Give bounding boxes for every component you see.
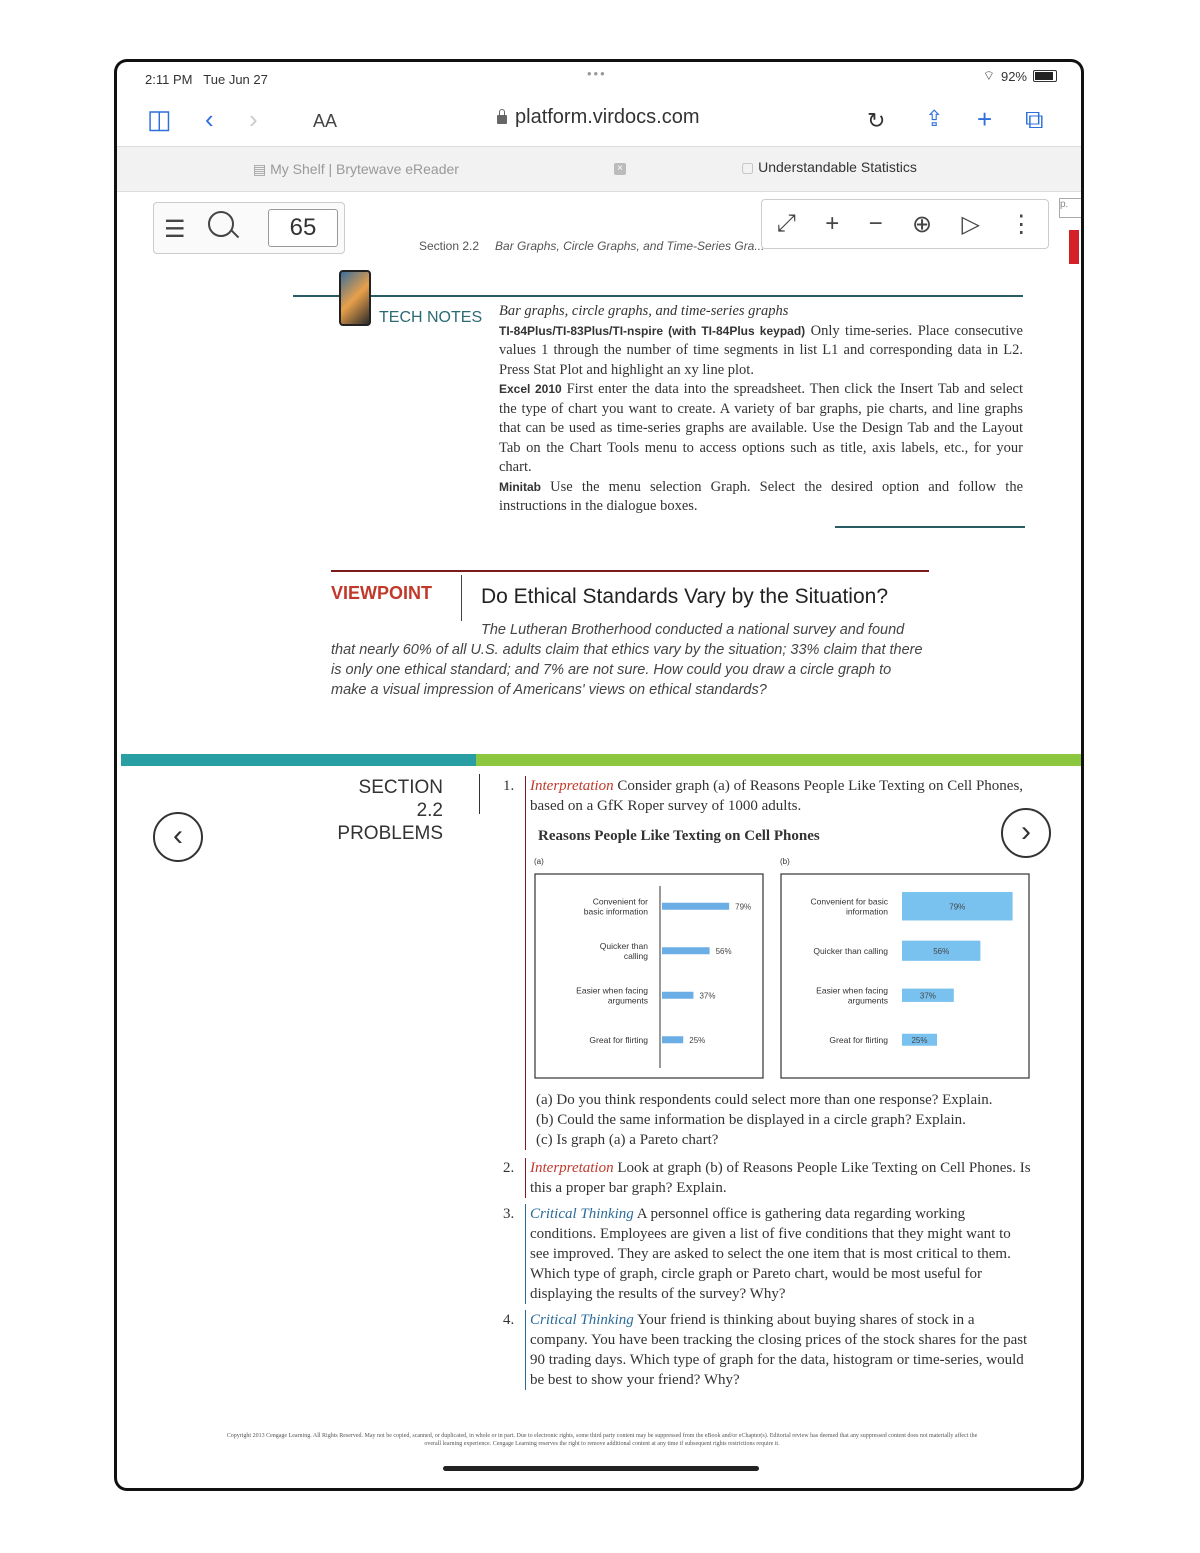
- viewpoint-rule: [331, 570, 929, 572]
- category-label: calling: [623, 950, 648, 961]
- side-panel-tab[interactable]: p.: [1059, 198, 1081, 218]
- address-bar[interactable]: platform.virdocs.com: [497, 106, 700, 129]
- category-label: Convenient for: [592, 896, 648, 907]
- fullscreen-icon[interactable]: ⤢: [776, 210, 796, 237]
- viewpoint-body: The Lutheran Brotherhood conducted a national survey and found that nearly 60% of all U.S. adults claim that ethics vary by the situation; 33% claim that there is only one ethical standard; and 7% are not sure. How could you draw a circle graph to make a visual impression of Americans' views on ethical standards?: [331, 622, 923, 698]
- category-label: information: [845, 906, 888, 917]
- status-bar: [117, 62, 1081, 96]
- category-label: arguments: [607, 995, 648, 1006]
- lock-icon: [497, 115, 507, 124]
- value-label: 79%: [949, 902, 966, 912]
- category-label: Easier when facing: [816, 985, 888, 996]
- copyright-footer: Copyright 2013 Cengage Learning. All Rights Reserved. May not be copied, scanned, or duplicated, in whole or in part. Due to electronic rights, some third party content may be suppressed from the eBook and/or eChapter(s). Editorial review has deemed that any suppressed content does not materially affect the overall learning experience. Cengage Learning reserves the right to remove additional content at any time if subsequent rights restrictions require it.: [226, 1433, 978, 1447]
- tech-notes-ti: TI-84Plus/TI-83Plus/TI-nspire (with TI-84Plus keypad) Only time-series. Place consecutive values 1 through the number of time segments in list L1 and corresponding data in L2. Press Stat Plot and highlight an xy line plot.: [499, 322, 1023, 378]
- value-label: 56%: [933, 946, 950, 956]
- section-label: SECTION 2.2 PROBLEMS: [337, 777, 443, 844]
- page-number-input[interactable]: 65: [268, 209, 338, 247]
- problems-list: [503, 776, 1033, 1396]
- bar-chart-a: [534, 854, 764, 1082]
- category-label: Quicker than calling: [813, 945, 888, 956]
- value-label: 25%: [911, 1035, 928, 1045]
- play-audio-icon[interactable]: ▷: [961, 210, 980, 238]
- menu-icon[interactable]: ☰: [164, 216, 186, 243]
- problem-1: 1. Interpretation Consider graph (a) of Reasons People Like Texting on Cell Phones, based on a GfK Roper survey of 1000 adults. Reasons People Like Texting on Cell Phones (a) Convenient for basic information 79% Quicker than calling 56% Easier when facing arguments 37% Great for flirting 25% (b) Convenient for basic information 79% Quicker than calling 56% Easier when facing arguments 37% Great for flirting 25% (a) Do you think respondents could select more than one response? Explain. (b) Could the same information be displayed in a circle graph? Explain. (c) Is graph (a) a Pareto chart?: [503, 776, 1033, 1150]
- tech-notes-rule: [293, 295, 1023, 297]
- category-label: arguments: [847, 995, 888, 1006]
- value-label: 37%: [919, 991, 936, 1001]
- safari-toolbar: [117, 96, 1081, 146]
- problem-1b: (b) Could the same information be displayed in a circle graph? Explain.: [536, 1112, 966, 1128]
- viewpoint-divider: [461, 575, 462, 621]
- tech-notes-excel: Excel 2010 First enter the data into the spreadsheet. Then click the Insert Tab and select the type of chart you want to create. A variety of bar graphs, pie charts, and line graphs that can be used as time-series graphs are available. Use the Design Tab and the Layout Tab on the Chart Tools menu to access options such as title, axis labels, etc., for your chart.: [499, 381, 1024, 475]
- tab-my-shelf[interactable]: ▤ My Shelf | Brytewave eReader: [253, 161, 459, 177]
- section-band: [121, 754, 1081, 766]
- chart-panel-label: (b): [780, 857, 790, 866]
- zoom-out-icon[interactable]: −: [868, 210, 883, 237]
- section-divider: [479, 774, 480, 814]
- zoom-in-icon[interactable]: +: [825, 210, 840, 237]
- ipad-screen: [117, 62, 1081, 1488]
- bar: [662, 947, 710, 954]
- viewpoint-title: Do Ethical Standards Vary by the Situation?: [481, 585, 889, 608]
- reader-tools-toolbar: [761, 199, 1049, 249]
- problem-1c: (c) Is graph (a) a Pareto chart?: [536, 1132, 719, 1148]
- problem-1-subparts: [536, 1090, 1033, 1150]
- battery-percent: 92%: [1000, 68, 1027, 84]
- tech-notes-minitab: Minitab Use the menu selection Graph. Select the desired option and follow the instructions in the dialogue boxes.: [499, 478, 1023, 514]
- reader-nav-toolbar: [153, 202, 345, 254]
- tech-notes-label: TECH NOTES: [379, 309, 483, 326]
- reader-options-button[interactable]: AA: [313, 111, 338, 131]
- tab-understandable-statistics[interactable]: ▢ Understandable Statistics: [741, 159, 917, 175]
- status-right: [983, 68, 1057, 84]
- problem-1a: (a) Do you think respondents could select more than one response? Explain.: [536, 1092, 993, 1108]
- home-indicator[interactable]: [443, 1466, 759, 1471]
- bookmark-add-icon[interactable]: ⊕: [911, 210, 933, 238]
- bar: [662, 992, 693, 999]
- battery-icon: [1033, 70, 1057, 82]
- chart-panel-label: (a): [534, 857, 544, 866]
- problem-2: 2. Interpretation Look at graph (b) of Reasons People Like Texting on Cell Phones. Is this a proper bar graph? Explain.: [503, 1158, 1033, 1198]
- sidebar-icon[interactable]: ◫: [147, 104, 172, 134]
- value-label: 37%: [699, 991, 716, 1001]
- phone-illustration: [339, 270, 371, 326]
- value-label: 79%: [735, 902, 752, 912]
- category-label: Convenient for basic: [810, 896, 888, 907]
- multitask-dots[interactable]: •••: [587, 66, 607, 81]
- back-icon[interactable]: ‹: [205, 104, 214, 134]
- bar: [662, 1036, 683, 1043]
- tabs-overview-icon[interactable]: ⧉: [1025, 104, 1044, 134]
- status-time: 2:11 PM Tue Jun 27: [145, 72, 268, 87]
- problem-4: 4. Critical Thinking Your friend is thinking about buying shares of stock in a company. You have been tracking the closing prices of the stock shares for the past 90 trading days. Which type of graph for the data, histogram or time-series, would be best to show your friend? Why?: [503, 1310, 1033, 1390]
- wifi-icon: ⌔: [982, 68, 995, 83]
- category-label: Quicker than: [599, 940, 648, 951]
- forward-icon[interactable]: ›: [249, 104, 258, 134]
- value-label: 25%: [689, 1035, 706, 1045]
- tech-notes-end-rule: [835, 526, 1025, 528]
- tab-bar: [117, 146, 1081, 192]
- tech-notes-body: [499, 302, 1023, 517]
- previous-page-button[interactable]: ‹: [153, 812, 203, 862]
- more-options-icon[interactable]: ⋮: [1009, 210, 1034, 238]
- share-icon[interactable]: ⇪: [925, 106, 944, 131]
- running-head: Section 2.2 Bar Graphs, Circle Graphs, and Time-Series Gra...: [419, 239, 765, 253]
- next-page-button[interactable]: ›: [1001, 808, 1051, 858]
- category-label: Great for flirting: [589, 1034, 648, 1045]
- reload-icon[interactable]: ↻: [867, 108, 886, 133]
- category-label: Great for flirting: [829, 1034, 888, 1045]
- viewpoint-label: VIEWPOINT: [331, 583, 433, 603]
- new-tab-icon[interactable]: +: [977, 104, 993, 134]
- close-tab-icon[interactable]: ×: [614, 163, 626, 175]
- bar: [662, 903, 729, 910]
- chart-heading: Reasons People Like Texting on Cell Phones: [538, 828, 820, 844]
- search-icon[interactable]: [208, 211, 234, 237]
- category-label: basic information: [583, 906, 648, 917]
- value-label: 56%: [715, 946, 732, 956]
- charts-area: [530, 854, 1033, 1084]
- bar-chart-b: [780, 854, 1030, 1082]
- category-label: Easier when facing: [576, 985, 648, 996]
- tech-notes-title: Bar graphs, circle graphs, and time-series graphs: [499, 303, 789, 319]
- problem-3: 3. Critical Thinking A personnel office is gathering data regarding working conditions. Employees are given a list of five conditions that they might want to see improved. They are asked to select the one item that is most critical to them. Which type of graph, circle graph or Pareto chart, would be most useful for displaying the results of the survey? Why?: [503, 1204, 1033, 1304]
- bookmark-ribbon[interactable]: [1069, 230, 1079, 264]
